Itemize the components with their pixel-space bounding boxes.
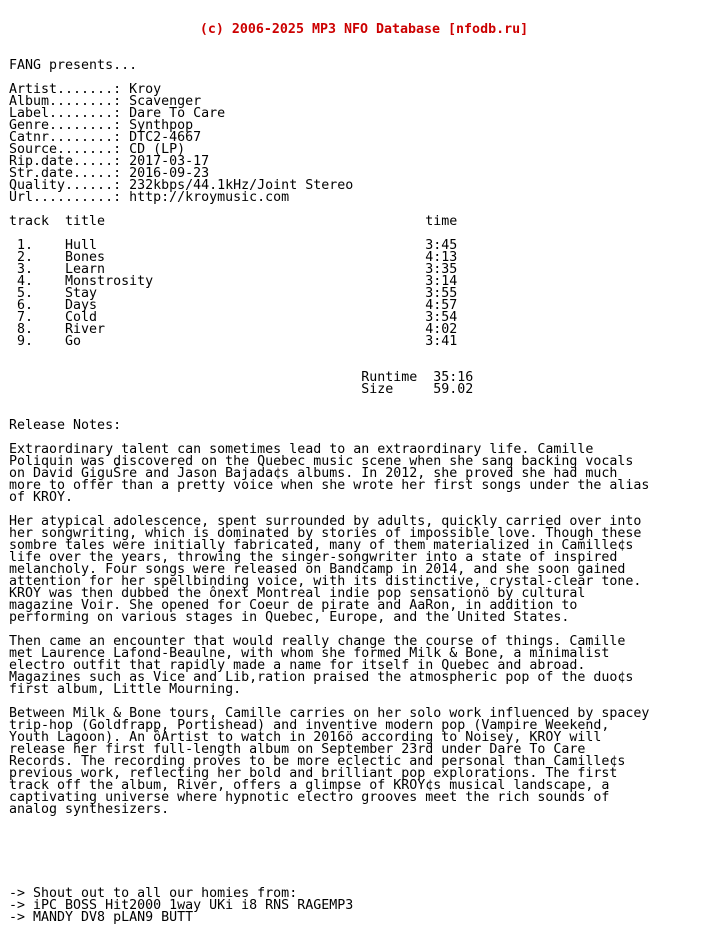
copyright-header	[9, 24, 719, 36]
nfo-line: FANG presents...	[9, 58, 138, 73]
nfo-line: 7. Cold 3:54	[9, 310, 458, 325]
nfo-line: first album, Little Mourning.	[9, 682, 242, 697]
nfo-line: met Laurence Lafond-Beaulne, with whom she formed Milk & Bone, a minimalist	[9, 646, 610, 661]
nfo-line: melancholy. Four songs were released on Bandcamp in 2014, and she soon gained	[9, 562, 626, 577]
nfo-line: 9. Go 3:41	[9, 334, 458, 349]
nfo-line: more to offer than a pretty voice when she wrote her first songs under the alias	[9, 478, 650, 493]
nfo-line: Poliquin was discovered on the Quebec music scene when she sang backing vocals	[9, 454, 634, 469]
nfo-line: Runtime 35:16	[9, 370, 474, 385]
nfo-line: trip-hop (Goldfrapp, Portishead) and inventive modern pop (Vampire Weekend,	[9, 718, 610, 733]
nfo-line: Extraordinary talent can sometimes lead to an extraordinary life. Camille	[9, 442, 594, 457]
copyright-text: (c) 2006-2025 MP3 NFO Database [nfodb.ru]	[199, 22, 529, 37]
nfo-line: Album........: Scavenger	[9, 94, 202, 109]
nfo-line: of KROY.	[9, 490, 74, 505]
nfo-line: 1. Hull 3:45	[9, 238, 458, 253]
nfo-line: Size 59.02	[9, 382, 474, 397]
nfo-line: Quality......: 232kbps/44.1kHz/Joint Stereo	[9, 178, 354, 193]
nfo-line: captivating universe where hypnotic electro grooves meet the rich sounds of	[9, 790, 610, 805]
nfo-line	[9, 348, 719, 360]
nfo-line: Her atypical adolescence, spent surrounded by adults, quickly carried over into	[9, 514, 642, 529]
nfo-text-body	[9, 60, 719, 924]
nfo-line: Str.date.....: 2016-09-23	[9, 166, 210, 181]
nfo-line: her songwriting, which is dominated by stories of impossible love. Though these	[9, 526, 642, 541]
nfo-line: previous work, reflecting her bold and brilliant pop explorations. The first	[9, 766, 618, 781]
nfo-line: Magazines such as Vice and Lib‚ration praised the atmospheric pop of the duo¢s	[9, 670, 634, 685]
nfo-line	[9, 852, 719, 864]
nfo-line: magazine Voir. She opened for Coeur de pirate and AaRon, in addition to	[9, 598, 578, 613]
nfo-line	[9, 828, 719, 840]
nfo-line: -> iPC BOSS Hit2000 1way UKi i8 RNS RAGEMP3	[9, 898, 354, 913]
nfo-line: release her first full-length album on September 23rd under Dare To Care	[9, 742, 586, 757]
nfo-line: performing on various stages in Quebec, Europe, and the United States.	[9, 610, 570, 625]
nfo-line: Release Notes:	[9, 418, 122, 433]
nfo-line: Genre........: Synthpop	[9, 118, 194, 133]
nfo-line: Then came an encounter that would really change the course of things. Camille	[9, 634, 626, 649]
nfo-line: 5. Stay 3:55	[9, 286, 458, 301]
nfo-line: Source.......: CD (LP)	[9, 142, 186, 157]
nfo-line: Label........: Dare To Care	[9, 106, 226, 121]
nfo-line: life over the years, throwing the singer-songwriter into a state of inspired	[9, 550, 618, 565]
nfo-line: analog synthesizers.	[9, 802, 170, 817]
nfo-line	[9, 816, 719, 828]
nfo-line: track off the album, River, offers a glimpse of KROY¢s musical landscape, a	[9, 778, 610, 793]
nfo-line: -> Shout out to all our homies from:	[9, 886, 298, 901]
nfo-line	[9, 864, 719, 876]
nfo-line: 6. Days 4:57	[9, 298, 458, 313]
nfo-line: Youth Lagoon). An ôArtist to watch in 2016ö according to Noisey, KROY will	[9, 730, 602, 745]
nfo-line: 2. Bones 4:13	[9, 250, 458, 265]
nfo-line: 4. Monstrosity 3:14	[9, 274, 458, 289]
nfo-line: electro outfit that rapidly made a name for itself in Quebec and abroad.	[9, 658, 586, 673]
nfo-line: sombre tales were initially fabricated, many of them materialized in Camille¢s	[9, 538, 634, 553]
nfo-line	[9, 396, 719, 408]
nfo-line: -> MANDY DV8 pLAN9 BUTT	[9, 910, 194, 925]
nfo-line: Artist.......: Kroy	[9, 82, 162, 97]
nfo-line: Catnr........: DTC2-4667	[9, 130, 202, 145]
nfo-line: track title time	[9, 214, 458, 229]
nfo-line: Between Milk & Bone tours, Camille carries on her solo work influenced by spacey	[9, 706, 650, 721]
nfo-line: KROY was then dubbed the ônext Montreal indie pop sensationö by cultural	[9, 586, 586, 601]
nfo-line	[9, 840, 719, 852]
nfo-document	[9, 0, 719, 936]
nfo-line: attention for her spellbinding voice, with its distinctive, crystal-clear tone.	[9, 574, 642, 589]
nfo-line: on David GiguŠre and Jason Bajada¢s albums. In 2012, she proved she had much	[9, 466, 618, 481]
nfo-line: Rip.date.....: 2017-03-17	[9, 154, 210, 169]
nfo-line: 3. Learn 3:35	[9, 262, 458, 277]
nfo-line: 8. River 4:02	[9, 322, 458, 337]
nfo-line: Records. The recording proves to be more eclectic and personal than Camille¢s	[9, 754, 626, 769]
nfo-line: Url..........: http://kroymusic.com	[9, 190, 290, 205]
